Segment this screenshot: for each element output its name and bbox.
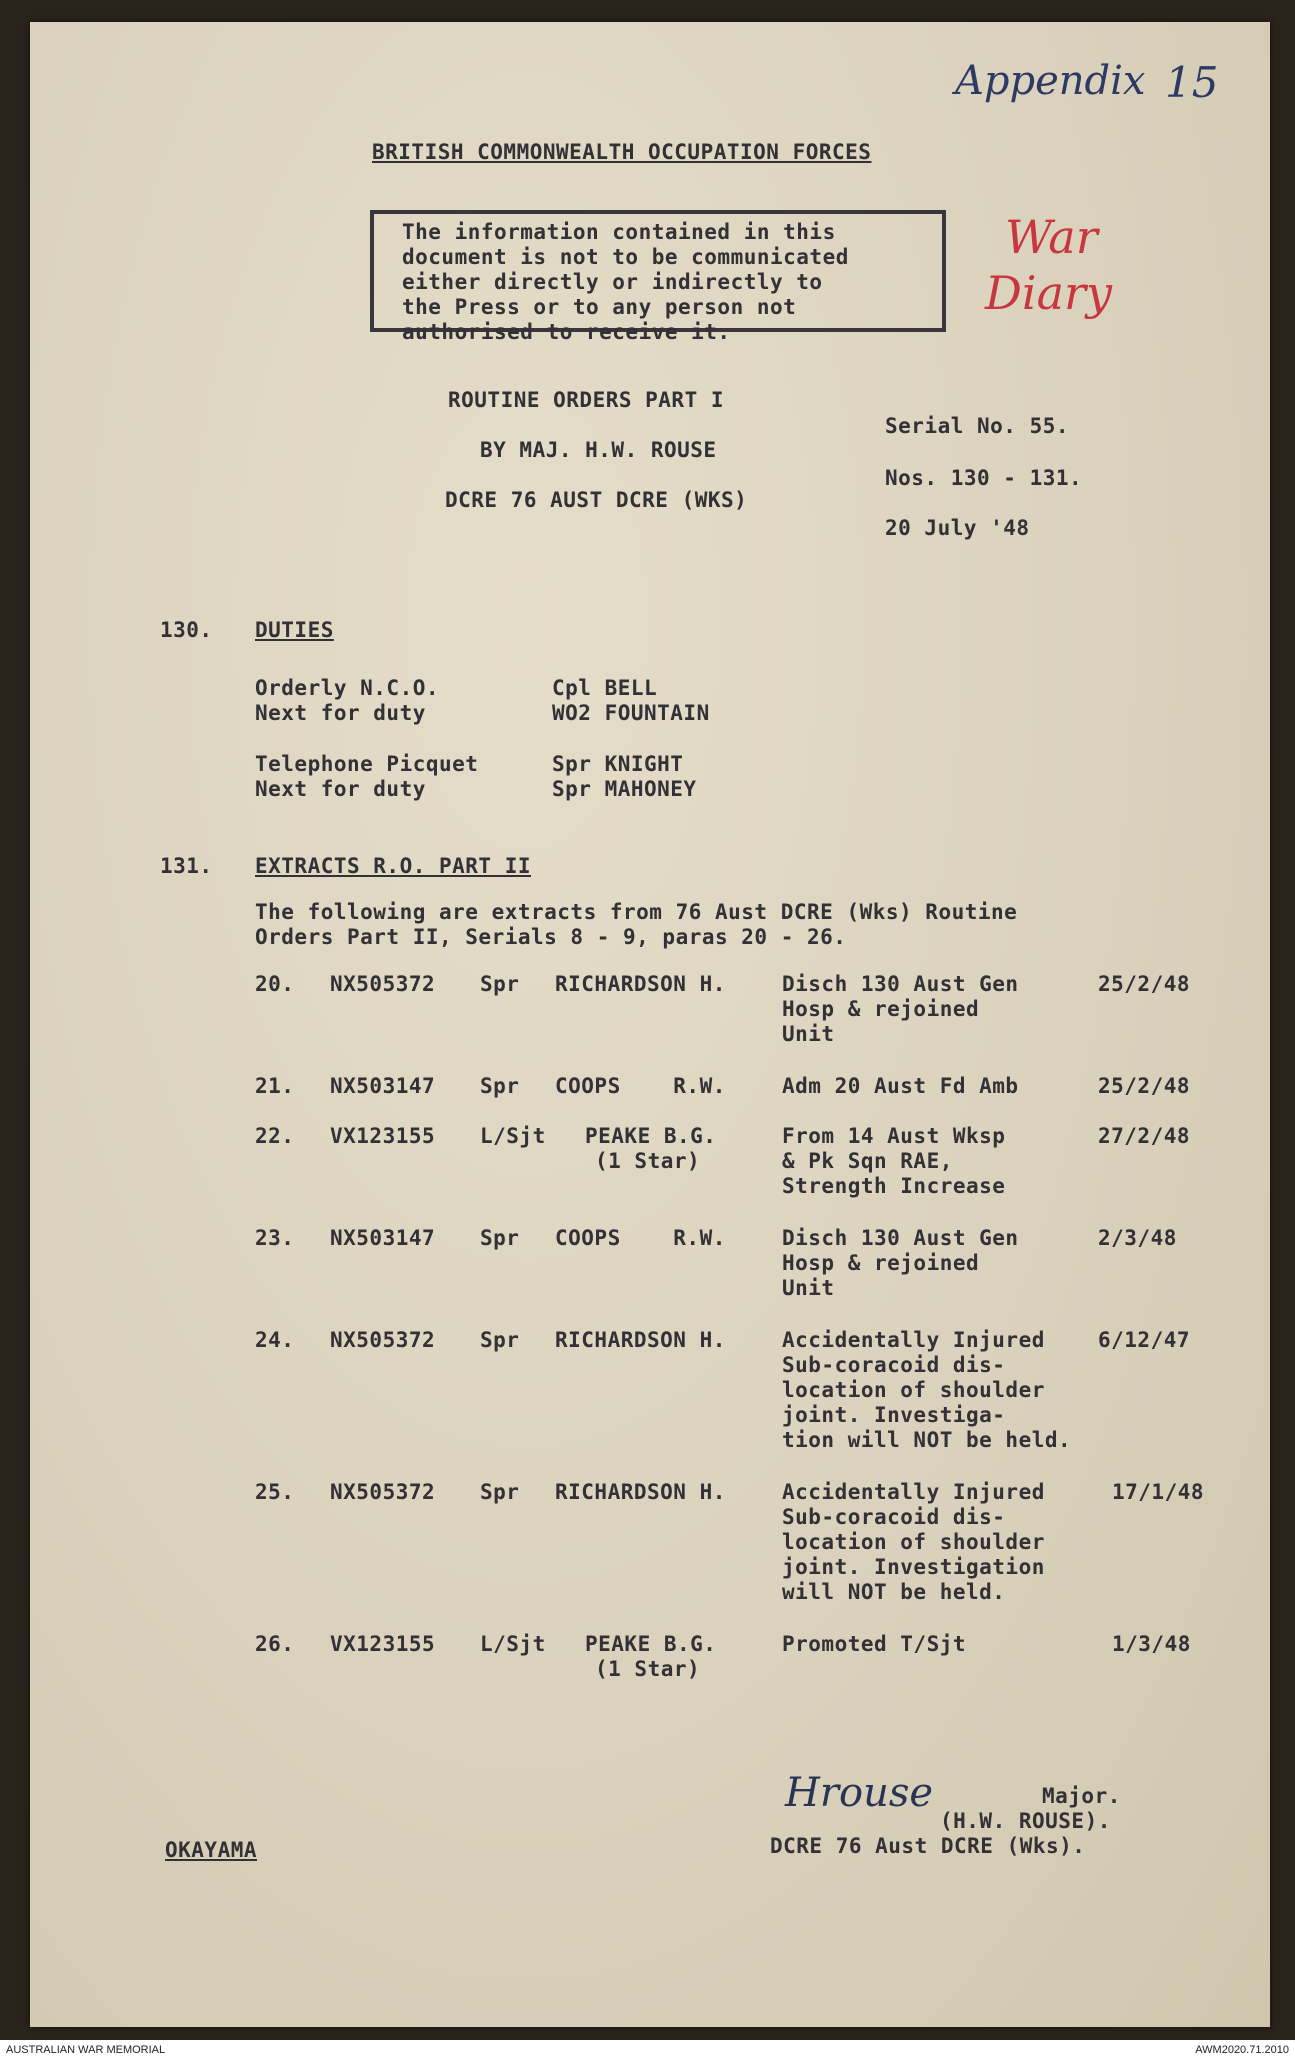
section-131-heading: EXTRACTS R.O. PART II	[255, 854, 532, 878]
entry-service-number: NX503147	[330, 1226, 436, 1250]
signature: Hrouse	[785, 1770, 934, 1816]
entry-date: 27/2/48	[1098, 1124, 1191, 1148]
duty-person: Spr MAHONEY	[552, 777, 697, 801]
entry-rank: Spr	[480, 1480, 520, 1504]
entry-service-number: NX505372	[330, 972, 436, 996]
section-131-number: 131.	[160, 854, 213, 878]
entry-name-note: (1 Star)	[595, 1657, 701, 1681]
notice-line: either directly or indirectly to	[402, 270, 823, 294]
serial-number: Serial No. 55.	[885, 414, 1070, 438]
entry-rank: L/Sjt	[480, 1124, 546, 1148]
notice-line: document is not to be communicated	[402, 245, 849, 269]
duty-person: Spr KNIGHT	[552, 752, 684, 776]
entry-name: PEAKE B.G.	[585, 1632, 717, 1656]
entry-date: 25/2/48	[1098, 1074, 1191, 1098]
entry-service-number: NX505372	[330, 1328, 436, 1352]
entry-rank: Spr	[480, 972, 520, 996]
entry-name: RICHARDSON H.	[555, 1328, 726, 1352]
document-title: BRITISH COMMONWEALTH OCCUPATION FORCES	[372, 140, 872, 164]
notice-line: The information contained in this	[402, 220, 836, 244]
entry-date: 25/2/48	[1098, 972, 1191, 996]
entry-date: 6/12/47	[1098, 1328, 1191, 1352]
entry-detail: Accidentally Injured Sub-coracoid dis- location of shoulder joint. Investiga- tion will NOT be held.	[782, 1328, 1072, 1452]
entry-para: 24.	[255, 1328, 295, 1352]
location: OKAYAMA	[165, 1838, 258, 1862]
entry-detail: Accidentally Injured Sub-coracoid dis- location of shoulder joint. Investigation will NOT be held.	[782, 1480, 1045, 1604]
entry-rank: Spr	[480, 1328, 520, 1352]
signature-unit: DCRE 76 Aust DCRE (Wks).	[770, 1834, 1086, 1858]
entry-date: 17/1/48	[1112, 1480, 1205, 1504]
notice-line: authorised to receive it.	[402, 320, 731, 344]
section-130-heading: DUTIES	[255, 618, 334, 642]
appendix-note: Appendix	[955, 58, 1146, 104]
war-diary-stamp-line2: Diary	[985, 266, 1112, 320]
entry-date: 2/3/48	[1098, 1226, 1177, 1250]
entry-para: 23.	[255, 1226, 295, 1250]
entry-detail: Disch 130 Aust Gen Hosp & rejoined Unit	[782, 972, 1019, 1046]
duty-role: Next for duty	[255, 777, 426, 801]
security-notice-box	[370, 210, 946, 344]
duty-role: Next for duty	[255, 701, 426, 725]
entry-para: 20.	[255, 972, 295, 996]
order-numbers: Nos. 130 - 131.	[885, 466, 1083, 490]
entry-service-number: VX123155	[330, 1632, 436, 1656]
entry-rank: Spr	[480, 1226, 520, 1250]
order-title: ROUTINE ORDERS PART I	[448, 388, 725, 412]
entry-detail: From 14 Aust Wksp & Pk Sqn RAE, Strength Increase	[782, 1124, 1006, 1198]
footer-reference: AWM2020.71.2010	[1195, 2044, 1289, 2056]
document-page	[30, 22, 1270, 2027]
entry-date: 1/3/48	[1112, 1632, 1191, 1656]
order-date: 20 July '48	[885, 516, 1030, 540]
entry-name: PEAKE B.G.	[585, 1124, 717, 1148]
entry-para: 25.	[255, 1480, 295, 1504]
by-line: BY MAJ. H.W. ROUSE	[480, 438, 717, 462]
page-number: 15	[1165, 58, 1219, 107]
entry-para: 22.	[255, 1124, 295, 1148]
entry-para: 26.	[255, 1632, 295, 1656]
entry-para: 21.	[255, 1074, 295, 1098]
entry-service-number: NX503147	[330, 1074, 436, 1098]
section-131-intro: Orders Part II, Serials 8 - 9, paras 20 - 26.	[255, 925, 847, 949]
entry-name: COOPS R.W.	[555, 1226, 726, 1250]
duty-person: WO2 FOUNTAIN	[552, 701, 710, 725]
entry-detail: Disch 130 Aust Gen Hosp & rejoined Unit	[782, 1226, 1019, 1300]
entry-name: RICHARDSON H.	[555, 972, 726, 996]
entry-detail: Promoted T/Sjt	[782, 1632, 967, 1656]
entry-name-note: (1 Star)	[595, 1149, 701, 1173]
war-diary-stamp-line1: War	[1005, 210, 1098, 264]
entry-rank: Spr	[480, 1074, 520, 1098]
entry-rank: L/Sjt	[480, 1632, 546, 1656]
duty-role: Telephone Picquet	[255, 752, 479, 776]
entry-name: COOPS R.W.	[555, 1074, 726, 1098]
entry-name: RICHARDSON H.	[555, 1480, 726, 1504]
signature-rank: Major.	[1042, 1784, 1121, 1808]
duty-person: Cpl BELL	[552, 676, 658, 700]
entry-detail: Adm 20 Aust Fd Amb	[782, 1074, 1019, 1098]
unit-line: DCRE 76 AUST DCRE (WKS)	[445, 488, 748, 512]
footer-institution: AUSTRALIAN WAR MEMORIAL	[6, 2044, 166, 2056]
archive-footer	[0, 2040, 1295, 2061]
entry-service-number: VX123155	[330, 1124, 436, 1148]
duty-role: Orderly N.C.O.	[255, 676, 440, 700]
signature-name: (H.W. ROUSE).	[940, 1809, 1111, 1833]
notice-line: the Press or to any person not	[402, 295, 797, 319]
section-131-intro: The following are extracts from 76 Aust DCRE (Wks) Routine	[255, 900, 1018, 924]
section-130-number: 130.	[160, 618, 213, 642]
entry-service-number: NX505372	[330, 1480, 436, 1504]
